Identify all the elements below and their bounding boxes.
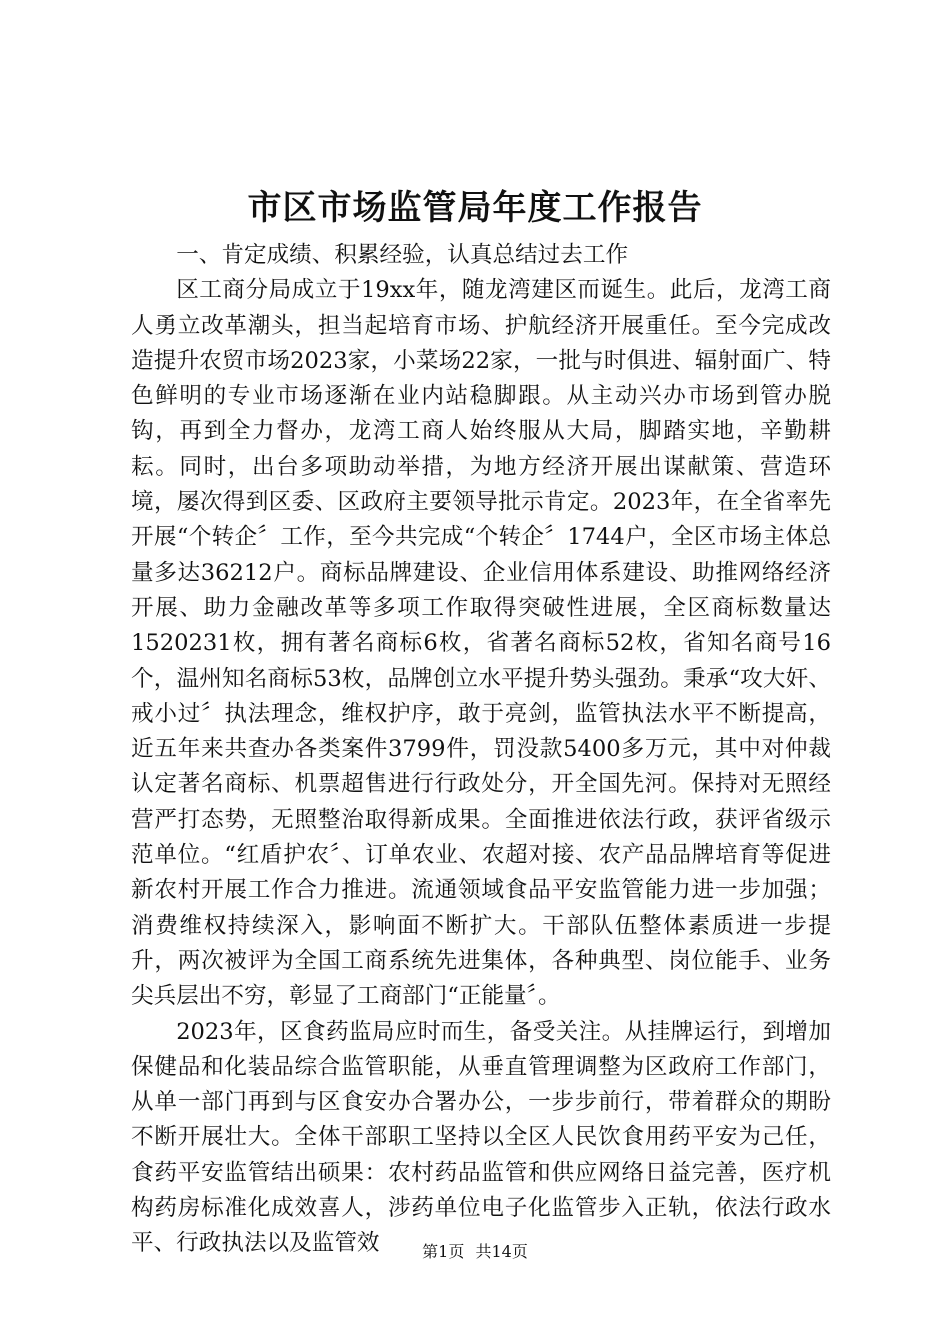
section-heading: 一、肯定成绩、积累经验，认真总结过去工作 xyxy=(176,242,629,268)
document-title: 市区市场监管局年度工作报告 xyxy=(247,188,703,228)
page-number: 第1页 xyxy=(422,1242,465,1261)
document-body xyxy=(131,238,831,1262)
page-footer xyxy=(0,1240,950,1264)
page-total: 共14页 xyxy=(475,1242,528,1261)
paragraph-1: 区工商分局成立于19xx年，随龙湾建区而诞生。此后，龙湾工商人勇立改革潮头，担当起培育市场、护航经济开展重任。至今完成改造提升农贸市场2023家，小菜场22家，一批与时俱进、辐射面广、特色鲜明的专业市场逐渐在业内站稳脚跟。从主动兴办市场到管办脱钩，再到全力督办，龙湾工商人始终服从大局，脚踏实地，辛勤耕耘。同时，出台多项助动举措，为地方经济开展出谋献策、营造环境，屡次得到区委、区政府主要领导批示肯定。2023年，在全省率先开展“个转企〞工作，至今共完成“个转企〞1744户，全区市场主体总量多达36212户。商标品牌建设、企业信用体系建设、助推网络经济开展、助力金融改革等多项工作取得突破性进展，全区商标数量达1520231枚，拥有著名商标6枚，省著名商标52枚，省知名商号16个，温州知名商标53枚，品牌创立水平提升势头强劲。秉承“攻大奸、戒小过〞执法理念，维权护序，敢于亮剑，监管执法水平不断提高，近五年来共查办各类案件3799件，罚没款5400多万元，其中对仲裁认定著名商标、机票超售进行行政处分，开全国先河。保持对无照经营严打态势，无照整治取得新成果。全面推进依法行政，获评省级示范单位。“红盾护农〞、订单农业、农超对接、农产品品牌培育等促进新农村开展工作合力推进。流通领域食品平安监管能力进一步加强；消费维权持续深入，影响面不断扩大。干部队伍整体素质进一步提升，两次被评为全国工商系统先进集体，各种典型、岗位能手、业务尖兵层出不穷，彰显了工商部门“正能量〞。 xyxy=(131,277,831,1010)
paragraph-2: 2023年，区食药监局应时而生，备受关注。从挂牌运行，到增加保健品和化装品综合监管职能，从垂直管理调整为区政府工作部门，从单一部门再到与区食安办合署办公，一步步前行，带着群众的期盼不断开展壮大。全体干部职工坚持以全区人民饮食用药平安为己任，食药平安监管结出硕果：农村药品监管和供应网络日益完善，医疗机构药房标准化成效喜人，涉药单位电子化监管步入正轨，依法行政水平、行政执法以及监管效 xyxy=(131,1018,831,1257)
